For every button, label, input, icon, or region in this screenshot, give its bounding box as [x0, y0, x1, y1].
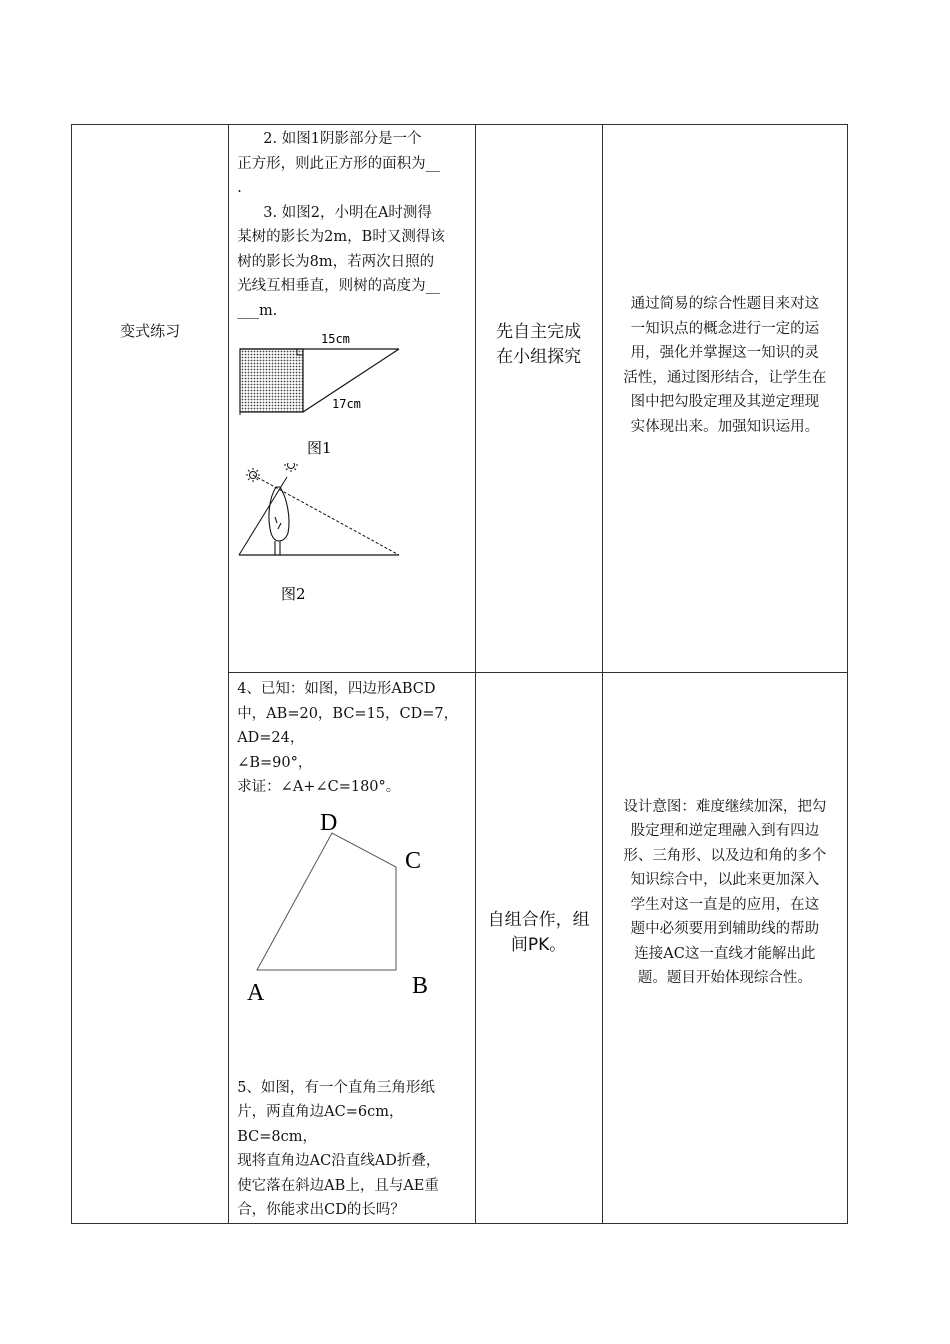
- figure-2-drawing: [229, 463, 475, 613]
- quadrilateral-figure: [229, 800, 474, 1050]
- sun-icon: [284, 463, 298, 472]
- table-row: [72, 125, 848, 673]
- quadrilateral-drawing: [229, 800, 475, 1050]
- intent-line: 活性，通过图形结合，让学生在: [623, 369, 827, 386]
- q5-line5: 合，你能求出CD的长吗？: [237, 1202, 405, 1218]
- q4-line2: 中，AB=20，BC=15，CD=7，AD=24，: [237, 705, 459, 746]
- intent-text-2: [609, 795, 841, 991]
- stage-label: 变式练习: [120, 322, 181, 341]
- shaded-square: [240, 349, 303, 412]
- vertex-label-d: D: [320, 809, 338, 836]
- intent-line: 图中把勾股定理及其逆定理现: [630, 394, 820, 410]
- vertex-label-c: C: [405, 847, 422, 874]
- intent-line: 学生对这一直是的应用，在这: [630, 896, 820, 913]
- method-line1: 先自主完成: [496, 321, 582, 342]
- q5-line2: 片，两直角边AC=6cm，BC=8cm，: [237, 1104, 404, 1145]
- question-cell-1: [229, 125, 475, 673]
- intent-line: 知识综合中，以此来更加深入: [630, 872, 820, 889]
- intent-line: 股定理和逆定理融入到有四边: [630, 823, 820, 840]
- intent-cell-1: [602, 125, 847, 673]
- q4-line3: ∠B=90°，: [237, 754, 313, 771]
- intent-line: 实体现出来。加强知识运用。: [630, 418, 820, 435]
- intent-line: 题中必须要用到辅助线的帮助: [630, 921, 820, 938]
- q3-line4: 光线互相垂直，则树的高度为__: [237, 278, 441, 294]
- lesson-plan-table: [71, 124, 848, 1224]
- vertex-label-a: A: [247, 979, 265, 1006]
- intent-line: 设计意图：难度继续加深，把勾: [623, 798, 827, 815]
- stage-cell: [72, 125, 229, 1224]
- intent-line: 形、三角形、以及边和角的多个: [623, 847, 827, 864]
- fig2-caption: 图2: [281, 585, 306, 603]
- method-line2: 在小组探究: [496, 346, 582, 367]
- method-line1: 自组合作，组: [487, 909, 590, 930]
- figure-2: [229, 463, 474, 613]
- intent-line: 用，强化并掌握这一知识的灵: [630, 345, 820, 361]
- tree-icon: [269, 487, 289, 555]
- q4-line1: 4、已知：如图，四边形ABCD: [237, 681, 436, 697]
- q3-line1: 3. 如图2，小明在A时测得: [263, 204, 432, 221]
- quadrilateral-abcd: [257, 833, 396, 970]
- question-cell-2: [229, 673, 475, 1224]
- figure-1: [229, 323, 474, 463]
- q5-line3: 现将直角边AC沿直线AD折叠，: [237, 1153, 441, 1169]
- q2-line2: 正方形，则此正方形的面积为__: [237, 155, 441, 172]
- figure-1-drawing: [229, 323, 475, 463]
- fig1-caption: 图1: [307, 439, 332, 457]
- q3-line5: ___m.: [237, 302, 278, 319]
- q2-line1: 2. 如图1阴影部分是一个: [263, 131, 422, 147]
- q5-line1: 5、如图，有一个直角三角形纸: [237, 1079, 435, 1096]
- fig1-hyp-label: 17cm: [332, 397, 362, 411]
- method-line2: 间PK。: [510, 934, 567, 955]
- method-cell-2: [475, 673, 602, 1224]
- intent-cell-2: [602, 673, 847, 1224]
- vertex-label-b: B: [412, 972, 429, 999]
- q5-line4: 使它落在斜边AB上，且与AE重: [237, 1177, 439, 1194]
- method-cell-1: [475, 125, 602, 673]
- intent-line: 一知识点的概念进行一定的运: [630, 320, 820, 337]
- fig1-top-label: 15cm: [321, 332, 351, 346]
- intent-text-1: [609, 292, 841, 439]
- intent-line: 题。题目开始体现综合性。: [637, 970, 812, 987]
- q2-line3: .: [237, 180, 242, 196]
- q3-line2: 某树的影长为2m，B时又测得该: [237, 229, 445, 245]
- q3-line3: 树的影长为8m，若两次日照的: [237, 253, 435, 270]
- q4-line4: 求证：∠A+∠C=180°。: [237, 779, 401, 795]
- intent-line: 通过简易的综合性题目来对这: [630, 296, 820, 312]
- intent-line: 连接AC这一直线才能解出此: [634, 945, 816, 962]
